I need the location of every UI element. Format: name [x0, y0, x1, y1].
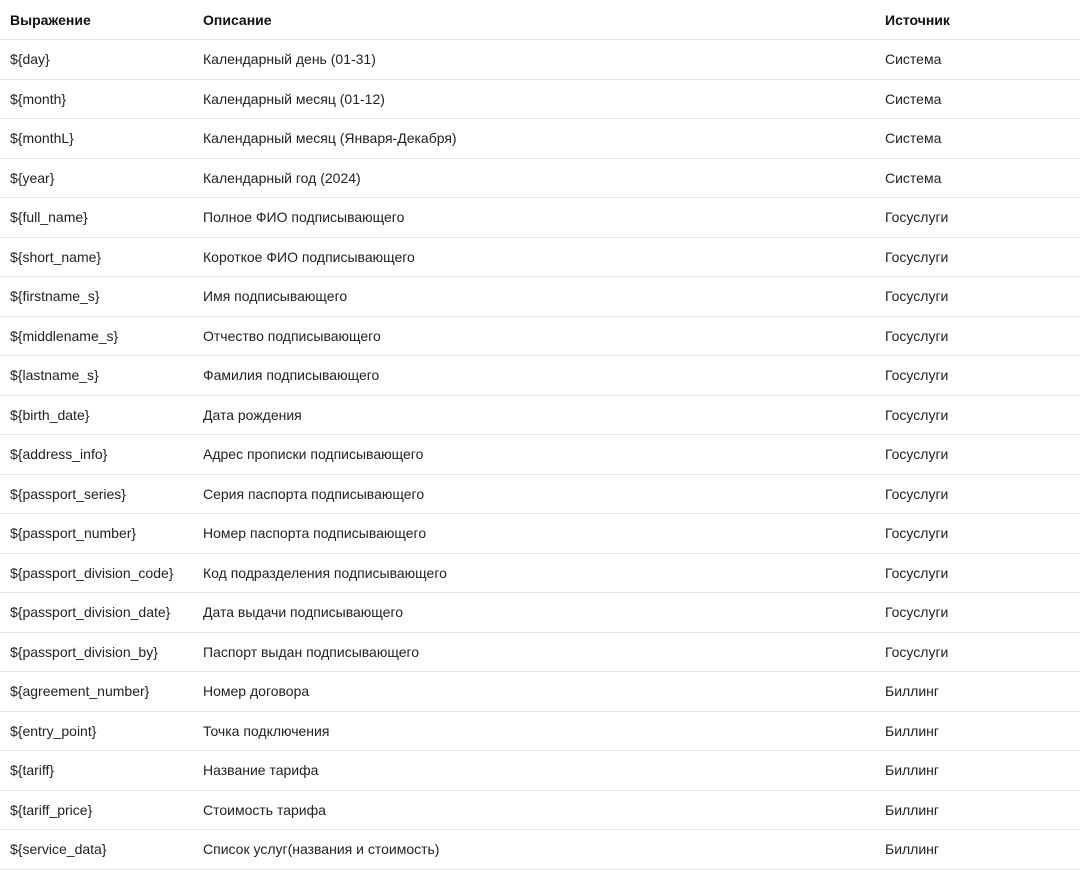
source-cell: Госуслуги [875, 553, 1080, 593]
description-cell: Название тарифа [193, 751, 875, 791]
header-source: Источник [875, 0, 1080, 40]
expression-cell: ${birth_date} [0, 395, 193, 435]
table-row [0, 316, 1080, 356]
source-cell: Биллинг [875, 711, 1080, 751]
expression-cell: ${agreement_number} [0, 672, 193, 712]
expression-cell: ${service_data} [0, 830, 193, 870]
source-cell: Биллинг [875, 830, 1080, 870]
expression-cell: ${passport_division_code} [0, 553, 193, 593]
table-row [0, 751, 1080, 791]
table-row [0, 672, 1080, 712]
table-row [0, 79, 1080, 119]
header-description: Описание [193, 0, 875, 40]
expression-cell: ${passport_division_date} [0, 593, 193, 633]
table-row [0, 593, 1080, 633]
description-cell: Номер паспорта подписывающего [193, 514, 875, 554]
source-cell: Биллинг [875, 751, 1080, 791]
table-header [0, 0, 1080, 40]
table-row [0, 277, 1080, 317]
source-cell: Госуслуги [875, 474, 1080, 514]
expression-cell: ${tariff_price} [0, 790, 193, 830]
source-cell: Система [875, 158, 1080, 198]
table-row [0, 474, 1080, 514]
source-cell: Госуслуги [875, 514, 1080, 554]
description-cell: Имя подписывающего [193, 277, 875, 317]
description-cell: Стоимость тарифа [193, 790, 875, 830]
description-cell: Фамилия подписывающего [193, 356, 875, 396]
description-cell: Адрес прописки подписывающего [193, 435, 875, 475]
description-cell: Календарный месяц (01-12) [193, 79, 875, 119]
table-row [0, 158, 1080, 198]
description-cell: Серия паспорта подписывающего [193, 474, 875, 514]
expression-cell: ${lastname_s} [0, 356, 193, 396]
source-cell: Биллинг [875, 672, 1080, 712]
table-row [0, 356, 1080, 396]
table-body [0, 40, 1080, 870]
source-cell: Система [875, 40, 1080, 80]
description-cell: Список услуг(названия и стоимость) [193, 830, 875, 870]
description-cell: Номер договора [193, 672, 875, 712]
expression-cell: ${full_name} [0, 198, 193, 238]
description-cell: Дата рождения [193, 395, 875, 435]
expression-cell: ${day} [0, 40, 193, 80]
expression-cell: ${entry_point} [0, 711, 193, 751]
expression-cell: ${year} [0, 158, 193, 198]
description-cell: Календарный день (01-31) [193, 40, 875, 80]
table-row [0, 119, 1080, 159]
table-row [0, 830, 1080, 870]
description-cell: Код подразделения подписывающего [193, 553, 875, 593]
description-cell: Отчество подписывающего [193, 316, 875, 356]
table-row [0, 711, 1080, 751]
table-row [0, 40, 1080, 80]
table-row [0, 198, 1080, 238]
expression-cell: ${month} [0, 79, 193, 119]
source-cell: Госуслуги [875, 198, 1080, 238]
expression-cell: ${passport_series} [0, 474, 193, 514]
table-row [0, 632, 1080, 672]
description-cell: Дата выдачи подписывающего [193, 593, 875, 633]
source-cell: Госуслуги [875, 435, 1080, 475]
source-cell: Госуслуги [875, 316, 1080, 356]
source-cell: Биллинг [875, 790, 1080, 830]
expression-cell: ${address_info} [0, 435, 193, 475]
description-cell: Короткое ФИО подписывающего [193, 237, 875, 277]
table-row [0, 514, 1080, 554]
description-cell: Полное ФИО подписывающего [193, 198, 875, 238]
description-cell: Календарный год (2024) [193, 158, 875, 198]
table-row [0, 237, 1080, 277]
table-row [0, 790, 1080, 830]
table-row [0, 395, 1080, 435]
expression-cell: ${tariff} [0, 751, 193, 791]
description-cell: Календарный месяц (Января-Декабря) [193, 119, 875, 159]
expression-cell: ${firstname_s} [0, 277, 193, 317]
table-header-row [0, 0, 1080, 40]
description-cell: Точка подключения [193, 711, 875, 751]
source-cell: Госуслуги [875, 277, 1080, 317]
expression-cell: ${middlename_s} [0, 316, 193, 356]
expression-cell: ${short_name} [0, 237, 193, 277]
table-row [0, 435, 1080, 475]
source-cell: Госуслуги [875, 356, 1080, 396]
expression-cell: ${monthL} [0, 119, 193, 159]
table-row [0, 553, 1080, 593]
source-cell: Госуслуги [875, 632, 1080, 672]
expression-cell: ${passport_number} [0, 514, 193, 554]
description-cell: Паспорт выдан подписывающего [193, 632, 875, 672]
source-cell: Система [875, 119, 1080, 159]
expression-cell: ${passport_division_by} [0, 632, 193, 672]
source-cell: Госуслуги [875, 395, 1080, 435]
source-cell: Госуслуги [875, 237, 1080, 277]
source-cell: Госуслуги [875, 593, 1080, 633]
source-cell: Система [875, 79, 1080, 119]
header-expression: Выражение [0, 0, 193, 40]
